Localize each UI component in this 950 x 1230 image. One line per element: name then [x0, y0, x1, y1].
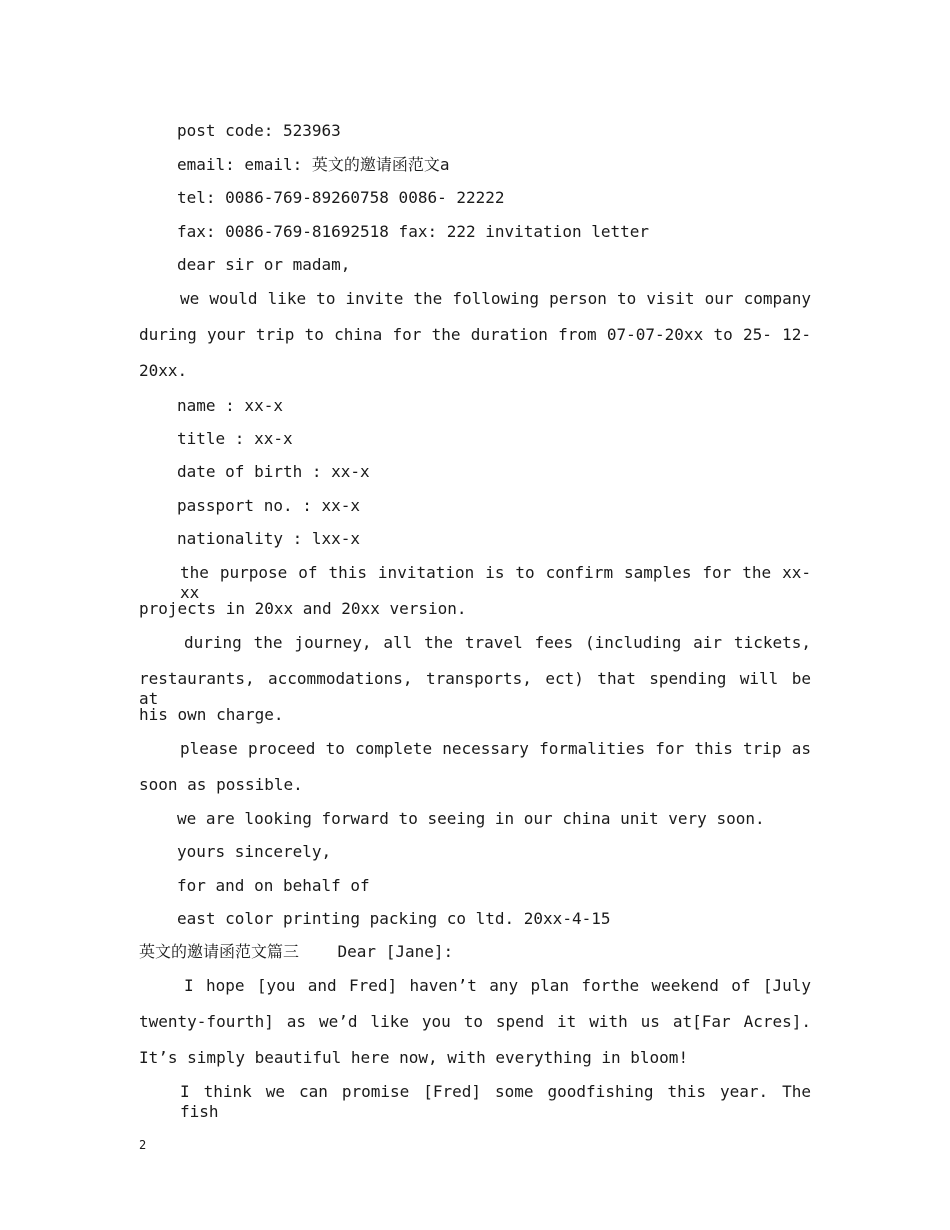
text-line: title : xx-x	[177, 429, 293, 448]
text-line: please proceed to complete necessary formalities for this trip as	[180, 739, 811, 758]
text-line: fax: 0086-769-81692518 fax: 222 invitation letter	[177, 222, 650, 241]
text-line: we would like to invite the following person to visit our company	[180, 289, 811, 308]
text-line: the purpose of this invitation is to confirm samples for the xx-xx	[180, 563, 811, 602]
text-line: projects in 20xx and 20xx version.	[139, 599, 467, 618]
text-line: 20xx.	[139, 361, 188, 380]
section-heading: 英文的邀请函范文篇三 Dear [Jane]:	[139, 942, 454, 961]
text-line: restaurants, accommodations, transports, ect) that spending will be at	[139, 669, 811, 708]
text-line: date of birth : xx-x	[177, 462, 370, 481]
text-line: east color printing packing co ltd. 20xx-4-15	[177, 909, 611, 928]
page-number: 2	[139, 1138, 147, 1152]
text-line: his own charge.	[139, 705, 284, 724]
text-line: It’s simply beautiful here now, with everything in bloom!	[139, 1048, 689, 1067]
text-line: for and on behalf of	[177, 876, 370, 895]
text-line: during your trip to china for the duration from 07-07-20xx to 25- 12-	[139, 325, 811, 344]
text-line: I hope [you and Fred] haven’t any plan forthe weekend of [July	[184, 976, 811, 995]
text-line: during the journey, all the travel fees (including air tickets,	[184, 633, 811, 652]
text-line: yours sincerely,	[177, 842, 332, 861]
text-line: soon as possible.	[139, 775, 303, 794]
text-line: dear sir or madam,	[177, 255, 351, 274]
text-line: post code: 523963	[177, 121, 341, 140]
text-line: email: email: 英文的邀请函范文a	[177, 155, 450, 174]
text-line: tel: 0086-769-89260758 0086- 22222	[177, 188, 505, 207]
text-line: passport no. : xx-x	[177, 496, 361, 515]
text-line: name : xx-x	[177, 396, 283, 415]
text-line: nationality : lxx-x	[177, 529, 361, 548]
text-line: we are looking forward to seeing in our china unit very soon.	[177, 809, 765, 828]
text-line: I think we can promise [Fred] some goodfishing this year. The fish	[180, 1082, 811, 1121]
text-line: twenty-fourth] as we’d like you to spend it with us at[Far Acres].	[139, 1012, 811, 1031]
